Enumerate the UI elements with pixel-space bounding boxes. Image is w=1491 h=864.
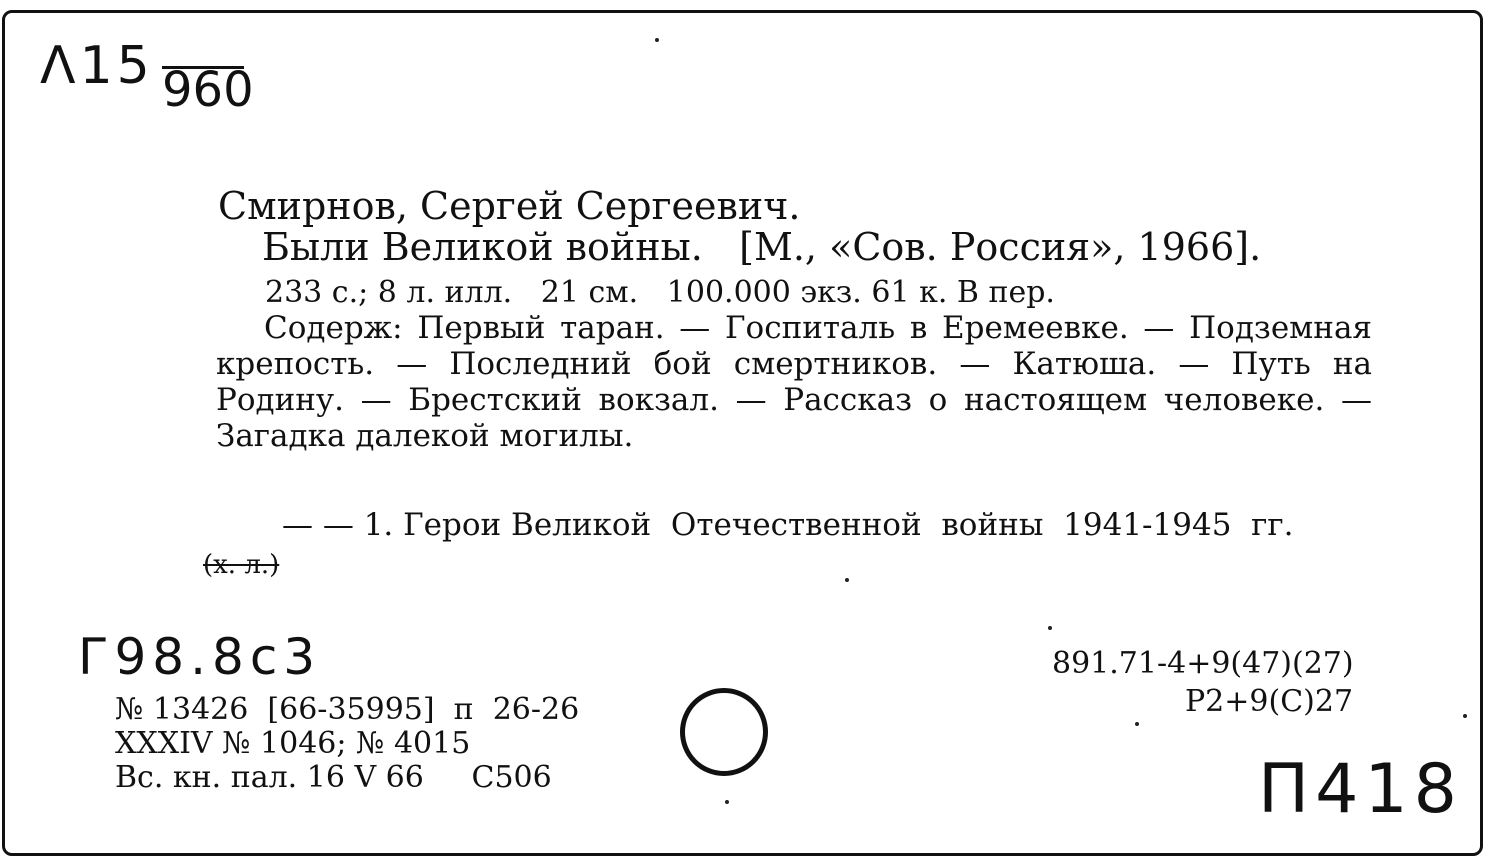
speck (725, 800, 729, 804)
classification-2: Р2+9(С)27 (1185, 684, 1354, 719)
physical-description: 233 с.; 8 л. илл. 21 см. 100.000 экз. 61 к. В пер. (265, 275, 1055, 310)
punch-hole (680, 688, 768, 776)
author-heading: Смирнов, Сергей Сергеевич. (218, 184, 801, 228)
handwritten-top-number: 960 (162, 62, 254, 118)
speck (845, 578, 849, 582)
speck (1048, 626, 1052, 630)
registration-line: № 13426 [66-35995] п 26-26 (115, 692, 580, 727)
title-line: Были Великой войны. [М., «Сов. Россия», 1966]. (262, 225, 1262, 269)
handwritten-shelfmark: Г98.8с3 (78, 628, 322, 686)
speck (655, 38, 659, 42)
handwritten-top-left: Λ15 (40, 36, 154, 96)
speck (1135, 722, 1139, 726)
speck (1463, 714, 1467, 718)
classification-1: 891.71-4+9(47)(27) (1052, 646, 1354, 681)
handwritten-bottom-right: П418 (1258, 750, 1463, 829)
chamber-line: Вс. кн. пал. 16 V 66 С506 (115, 760, 552, 795)
struck-note: (х. л.) (203, 550, 280, 580)
volume-line: XXXIV № 1046; № 4015 (115, 726, 471, 761)
contents-note: Содерж: Первый таран. — Госпиталь в Еремеевке. — Подземная крепость. — Последний бой смертников. — Катюша. — Путь на Родину. — Брестский вокзал. — Рассказ о настоящем человеке. — Загадка далекой могилы. (216, 310, 1372, 454)
subject-heading: — — 1. Герои Великой Отечественной войны 1941-1945 гг. (282, 507, 1294, 543)
